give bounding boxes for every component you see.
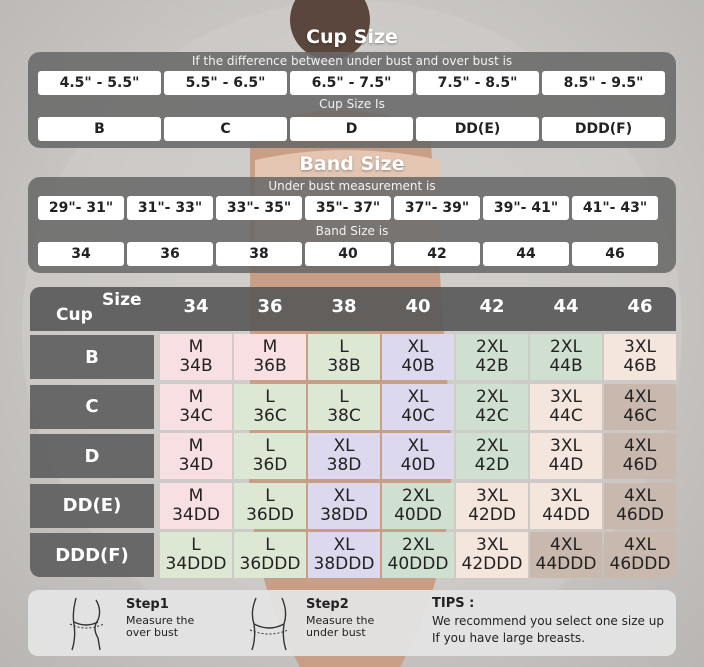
column-header-5: 44 [553, 296, 579, 317]
size-cell-size: 3XL [550, 386, 582, 407]
band-cell-0: 34 [38, 242, 124, 266]
size-cell [382, 334, 454, 380]
size-cell-code: 34D [178, 455, 214, 475]
step1-description: Measure the over bust [126, 614, 195, 639]
size-cell-code: 42B [475, 356, 509, 376]
size-cell-size: XL [333, 535, 355, 555]
measurement-cell-5: 39"- 41" [483, 196, 569, 220]
size-cell-code: 42D [474, 455, 510, 475]
difference-row [38, 71, 665, 95]
size-cell-code: 34C [179, 405, 213, 426]
measurement-cell-4: 37"- 39" [394, 196, 480, 220]
under-bust-figure-icon [240, 594, 298, 652]
size-cell-code: 40DD [394, 504, 442, 525]
size-cell [530, 433, 602, 479]
step2-description: Measure the under bust [306, 614, 375, 639]
size-cell-size: M [188, 337, 204, 357]
size-cell-code: 46DD [616, 504, 664, 525]
size-cell [382, 384, 454, 430]
size-cell-size: XL [333, 436, 355, 456]
under-bust-label: Under bust measurement is [268, 179, 436, 193]
size-cell-code: 38D [326, 455, 362, 475]
size-cell-size: 3XL [476, 485, 508, 506]
size-cell-code: 36DDD [239, 554, 301, 574]
size-cell [234, 483, 306, 529]
cup-cell-4: DDD(F) [542, 117, 665, 141]
over-bust-figure-icon [62, 594, 114, 652]
column-header-4: 42 [479, 296, 505, 317]
cup-row [38, 117, 665, 141]
size-cell-size: L [339, 386, 349, 407]
size-cell-size: L [339, 337, 349, 357]
corner-size-label: Size [102, 290, 142, 310]
cup-size-is-label: Cup Size Is [319, 97, 385, 111]
size-cell-code: 38DDD [313, 554, 375, 574]
cup-cell-1: C [164, 117, 287, 141]
size-cell-code: 36DD [246, 504, 294, 525]
step1-title: Step1 [126, 597, 169, 612]
size-cell-size: 4XL [624, 485, 656, 506]
cup-cell-0: B [38, 117, 161, 141]
difference-cell-1: 5.5" - 6.5" [164, 71, 287, 95]
difference-cell-2: 6.5" - 7.5" [290, 71, 413, 95]
size-cell [234, 433, 306, 479]
size-cell-code: 44DDD [535, 554, 597, 574]
size-cell [530, 334, 602, 380]
band-size-title: Band Size [299, 153, 405, 175]
size-cell-code: 46C [623, 405, 657, 426]
size-cell-size: L [265, 436, 275, 456]
size-cell-code: 38C [327, 405, 361, 426]
size-cell [604, 433, 676, 479]
corner-cup-label: Cup [56, 305, 93, 325]
measurement-cell-0: 29"- 31" [38, 196, 124, 220]
size-cell [308, 384, 380, 430]
cup-size-title: Cup Size [306, 26, 398, 48]
size-cell-code: 46D [622, 455, 658, 475]
step2-title: Step2 [306, 597, 349, 612]
size-cell-size: XL [407, 337, 429, 357]
size-cell [160, 334, 232, 380]
size-cell [160, 384, 232, 430]
size-cell-size: XL [407, 436, 429, 456]
size-cell-size: M [188, 436, 204, 456]
size-cell [160, 532, 232, 578]
size-cell-size: 4XL [624, 386, 656, 407]
size-cell-size: L [265, 485, 275, 506]
band-cell-1: 36 [127, 242, 213, 266]
band-cell-6: 46 [572, 242, 658, 266]
row-header-3: DD(E) [30, 484, 154, 528]
size-cell-size: 3XL [550, 485, 582, 506]
size-cell-size: 4XL [624, 436, 656, 456]
size-cell-size: 2XL [402, 535, 434, 555]
band-cell-3: 40 [305, 242, 391, 266]
column-header-3: 40 [405, 296, 431, 317]
size-cell-code: 34DD [172, 504, 220, 525]
difference-cell-4: 8.5" - 9.5" [542, 71, 665, 95]
size-cell-code: 42DD [468, 504, 516, 525]
size-cell [530, 532, 602, 578]
tips-line2: If you have large breasts. [432, 631, 585, 645]
size-cell [530, 384, 602, 430]
size-cell-code: 36B [253, 356, 287, 376]
size-cell [382, 433, 454, 479]
size-cell-code: 40DDD [387, 554, 449, 574]
size-cell-code: 44B [549, 356, 583, 376]
size-cell-code: 36D [252, 455, 288, 475]
size-cell [308, 532, 380, 578]
size-cell-size: 3XL [476, 535, 508, 555]
difference-cell-0: 4.5" - 5.5" [38, 71, 161, 95]
size-cell-size: 3XL [624, 337, 656, 357]
size-cell-size: L [265, 386, 275, 407]
measurement-cell-6: 41"- 43" [572, 196, 658, 220]
size-cell-size: XL [333, 485, 355, 506]
band-size-is-label: Band Size is [315, 224, 389, 238]
size-cell-size: 2XL [550, 337, 582, 357]
size-cell [160, 433, 232, 479]
cup-cell-2: D [290, 117, 413, 141]
column-header-0: 34 [183, 296, 209, 317]
size-cell-size: 2XL [402, 485, 434, 506]
size-cell-code: 46DDD [609, 554, 671, 574]
size-cell-size: 4XL [624, 535, 656, 555]
size-cell-code: 34B [179, 356, 213, 376]
size-cell-size: 2XL [476, 436, 508, 456]
size-cell-size: 4XL [550, 535, 582, 555]
size-cell-size: 2XL [476, 386, 508, 407]
row-header-2: D [30, 434, 154, 478]
size-cell-code: 38DD [320, 504, 368, 525]
cup-cell-3: DD(E) [416, 117, 539, 141]
size-cell-size: L [191, 535, 201, 555]
band-cell-2: 38 [216, 242, 302, 266]
size-cell [456, 532, 528, 578]
band-cell-5: 44 [483, 242, 569, 266]
size-cell [456, 384, 528, 430]
size-cell-size: L [265, 535, 275, 555]
size-cell-code: 46B [623, 356, 657, 376]
size-cell [604, 483, 676, 529]
size-cell-code: 44C [549, 405, 583, 426]
size-cell [456, 334, 528, 380]
column-header-2: 38 [331, 296, 357, 317]
tips-title: TIPS : [432, 596, 475, 611]
size-cell [308, 433, 380, 479]
measurement-cell-2: 33"- 35" [216, 196, 302, 220]
size-cell-code: 44D [548, 455, 584, 475]
size-cell-code: 34DDD [165, 554, 227, 574]
size-cell-size: M [262, 337, 278, 357]
column-header-6: 46 [627, 296, 653, 317]
size-cell [382, 483, 454, 529]
size-cell-code: 42DDD [461, 554, 523, 574]
size-cell-size: 2XL [476, 337, 508, 357]
difference-label: If the difference between under bust and over bust is [191, 54, 513, 68]
size-cell [604, 334, 676, 380]
size-cell-code: 38B [327, 356, 361, 376]
measurement-cell-1: 31"- 33" [127, 196, 213, 220]
band-row [38, 242, 658, 266]
difference-cell-3: 7.5" - 8.5" [416, 71, 539, 95]
size-cell [530, 483, 602, 529]
size-cell [308, 483, 380, 529]
size-cell [234, 384, 306, 430]
size-cell-code: 42C [475, 405, 509, 426]
column-header-1: 36 [257, 296, 283, 317]
size-cell [234, 334, 306, 380]
band-cell-4: 42 [394, 242, 480, 266]
size-cell [456, 433, 528, 479]
size-cell-code: 40C [401, 405, 435, 426]
row-header-4: DDD(F) [30, 533, 154, 577]
size-cell-code: 44DD [542, 504, 590, 525]
size-cell-code: 40B [401, 356, 435, 376]
row-header-1: C [30, 385, 154, 429]
size-cell [234, 532, 306, 578]
size-cell-code: 40D [400, 455, 436, 475]
size-cell-code: 36C [253, 405, 287, 426]
size-cell-size: M [188, 485, 204, 506]
size-cell [160, 483, 232, 529]
size-cell [456, 483, 528, 529]
measurement-cell-3: 35"- 37" [305, 196, 391, 220]
size-cell-size: M [188, 386, 204, 407]
tips-line1: We recommend you select one size up [432, 614, 664, 628]
size-cell [308, 334, 380, 380]
size-cell [604, 532, 676, 578]
size-cell [604, 384, 676, 430]
row-header-0: B [30, 335, 154, 379]
size-cell-size: 3XL [550, 436, 582, 456]
measurement-row [38, 196, 658, 220]
size-cell-size: XL [407, 386, 429, 407]
size-cell [382, 532, 454, 578]
